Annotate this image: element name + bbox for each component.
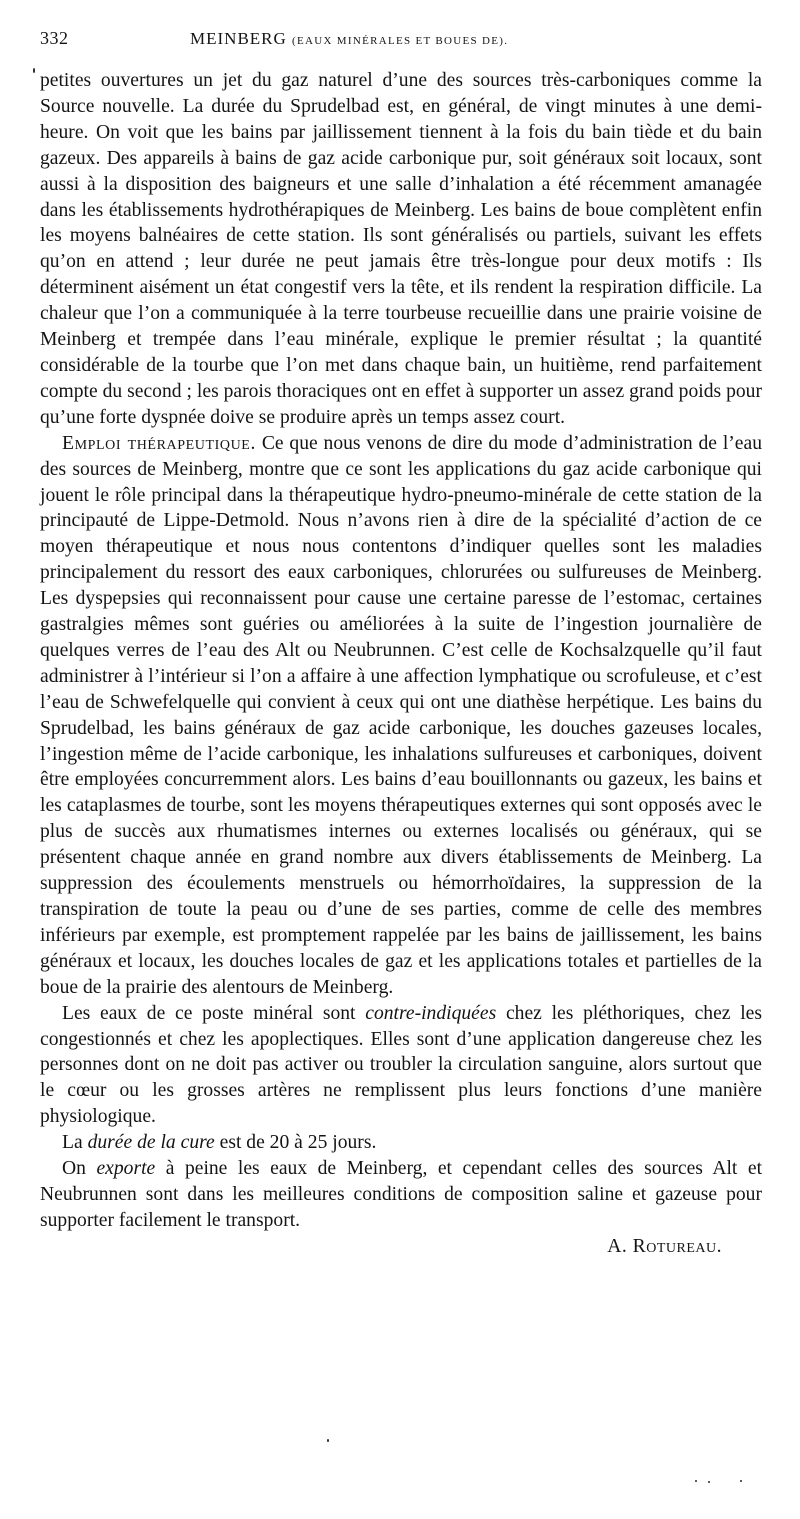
paragraph-3-start: Les eaux de ce poste minéral sont xyxy=(62,1002,356,1024)
export-emphasis: exporte xyxy=(96,1158,156,1180)
paragraph-5 xyxy=(40,1156,762,1234)
body-text xyxy=(40,68,762,1260)
paragraph-1: petites ouvertures un jet du gaz naturel d’une des sources très-carboniques comme la Source nouvelle. La durée du Sprudelbad est, en général, de vingt minutes à une demi-heure. On voit que les bains par jaillissement tiennent à la fois du bain tiède et du bain gazeux. Des appareils à bains de gaz acide carbonique pur, soit généraux soit locaux, sont aussi à la disposition des baigneurs et une salle d’inhalation a été récemment amanagée dans les établissements hydrothérapiques de Meinberg. Les bains de boue complètent enfin les moyens balnéaires de cette station. Ils sont généralisés ou partiels, suivant les effets qu’on en attend ; leur durée ne peut jamais être très-longue pour deux motifs : Ils déterminent aisément un état congestif vers la tête, et ils rendent la respiration difficile. La chaleur que l’on a communiquée à la terre tourbeuse recueillie dans une prairie voisine de Meinberg et trempée dans l’eau minérale, explique le premier résultat ; la quantité considérable de la tourbe que l’on met dans chaque bain, un huitième, rend parfaitement compte du second ; les parois thoraciques ont en effet à supporter un assez grand poids pour qu’une forte dyspnée doive se produire après un temps assez court. xyxy=(40,70,762,428)
section-heading-therapeutic-use: Emploi thérapeutique. xyxy=(62,432,256,454)
paragraph-5-end: à peine les eaux de Meinberg, et cependant celles des sources Alt et Neubrunnen sont dans les meilleures conditions de composition saline et gazeuse pour supporter facilement le transport. xyxy=(40,1158,763,1231)
paragraph-4 xyxy=(40,1130,762,1156)
running-head-title: MEINBERG xyxy=(190,29,287,48)
paragraph-4-start: La xyxy=(62,1132,83,1154)
cure-duration-emphasis: durée de la cure xyxy=(87,1132,215,1154)
print-speck xyxy=(708,1481,710,1483)
signature-line xyxy=(40,1234,762,1260)
page-number: 332 xyxy=(40,28,69,48)
running-head-subtitle: (EAUX MINÉRALES ET BOUES DE). xyxy=(292,35,509,47)
print-speck xyxy=(327,1439,329,1442)
paragraph-5-start: On xyxy=(62,1158,86,1180)
paragraph-3-end: chez les pléthoriques, chez les congestionnés et chez les apoplectiques. Elles sont d’une application dangereuse chez les personnes dont on ne doit pas activer ou troubler la circulation sanguine, alors surtout que le cœur ou les grosses artères ne remplissent plus leurs fonctions d’une manière physiologique. xyxy=(40,1002,762,1128)
print-speck xyxy=(33,68,35,73)
paragraph-2 xyxy=(40,431,762,1001)
page xyxy=(40,28,762,1260)
print-speck xyxy=(740,1480,742,1482)
page-header xyxy=(40,28,762,68)
paragraph-4-end: est de 20 à 25 jours. xyxy=(219,1132,377,1154)
paragraph-3 xyxy=(40,1001,762,1131)
paragraph-2-text: Ce que nous venons de dire du mode d’administration de l’eau des sources de Meinberg, montre que ce sont les applications du gaz acide carbonique qui jouent le rôle principal dans la thérapeutique hydro-pneumo-minérale de cette station de la principauté de Lippe-Detmold. Nous n’avons rien à dire de la spécialité d’action de ce moyen thérapeutique et nous nous contentons d’indiquer quelles sont les maladies principalement du ressort des eaux carboniques, chlorurées ou sulfureuses de Meinberg. Les dyspepsies qui reconnaissent pour cause une certaine paresse de l’estomac, certaines gastralgies mêmes sont guéries ou améliorées à la suite de l’ingestion journalière de quelques verres de l’eau des Alt ou Neubrunnen. C’est celle de Kochsalzquelle qu’il faut administrer à l’intérieur si l’on a affaire à une affection lymphatique ou scrofuleuse, et c’est l’eau de Schwefelquelle qui convient à ceux qui ont une diathèse herpétique. Les bains du Sprudelbad, les bains généraux de gaz acide carbonique, les douches gazeuses locales, l’ingestion même de l’acide carbonique, les inhalations sulfureuses et carboniques, doivent être employées concurremment alors. Les bains d’eau bouillonnants ou gazeux, les bains et les cataplasmes de tourbe, sont les moyens thérapeutiques externes qui sont opposés avec le plus de succès aux rhumatismes internes ou externes localisés ou généraux, qui se présentent chaque année en grand nombre aux divers établissements de Meinberg. La suppression des écoulements menstruels ou hémorrhoïdaires, la suppression de la transpiration de toute la peau ou d’une de ses parties, comme de celle des membres inférieurs par exemple, est promptement rappelée par les bains de jaillissement, les bains généraux et locaux, les douches locales de gaz et les applications totales et partielles de la boue de la prairie des alentours de Meinberg. xyxy=(40,432,762,998)
running-head xyxy=(190,29,508,49)
author-signature: A. Rotureau. xyxy=(607,1235,722,1257)
contraindicated-emphasis: contre-indiquées xyxy=(365,1002,497,1024)
print-speck xyxy=(695,1480,697,1482)
